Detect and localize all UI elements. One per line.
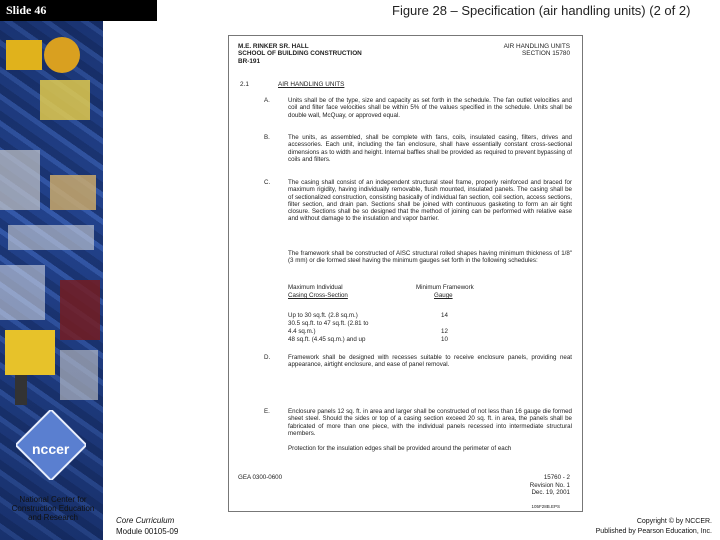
table-subheader-left: Casing Cross-Section	[288, 292, 348, 299]
decorative-sidebar	[0, 0, 103, 540]
paragraph-d: Framework shall be designed with recesses suitable to receive enclosure panels, providing neat appearance, airtight enclosure, and ease of panel removal.	[288, 354, 572, 369]
paragraph-b: The units, as assembled, shall be complete with fans, coils, insulated casing, filters, drives and accessories. Each unit, including the fan enclosure, shall have essentially constant cross-sectional dimensions as to width and height. Internal baffles shall be provided as required to prevent bypassing of coils and filters.	[288, 134, 572, 163]
paragraph-letter: C.	[264, 179, 271, 186]
table-cell-area: Up to 30 sq.ft. (2.8 sq.m.)	[288, 312, 358, 319]
table-cell-gauge: 14	[441, 312, 448, 319]
paragraph-framework: The framework shall be constructed of AISC structural rolled shapes having minimum thickness of 1/8" (3 mm) or die formed steel having the minimum gauges set forth in the following schedules:	[288, 250, 572, 265]
table-row	[288, 336, 572, 343]
specification-document	[228, 35, 583, 512]
header-line: M.E. RINKER SR. HALL	[238, 43, 309, 50]
paragraph-letter: D.	[264, 354, 271, 361]
header-line: BR-191	[238, 57, 261, 65]
table-row	[288, 328, 572, 335]
footer-line: Dec. 19, 2001	[531, 489, 570, 496]
paragraph-a: Units shall be of the type, size and capacity as set forth in the schedule. The fan outlet velocities and coil and filter face velocities shall be within 5% of the values specified in the schedule. Units shall be double wall, McQuay, or approved equal.	[288, 97, 572, 119]
paragraph-e: Enclosure panels 12 sq. ft. in area and larger shall be constructed of not less than 16 gauge die formed sheet steel. Should the sides or top of a casing section exceed 20 sq. ft. in area, the panels shall be fabricated of more than one piece, with the individual panels recessed into intermediate structural members.	[288, 408, 572, 437]
table-cell-area: 30.5 sq.ft. to 47 sq.ft. (2.81 to	[288, 320, 369, 327]
nccer-caption: National Center for Construction Education and Research	[11, 495, 95, 522]
copyright-line1: Copyright © by NCCER.	[636, 518, 712, 525]
paragraph-letter: B.	[264, 134, 270, 141]
table-row	[288, 320, 572, 327]
table-cell-gauge: 10	[441, 336, 448, 343]
copyright-notice	[596, 517, 712, 537]
section-title: AIR HANDLING UNITS	[278, 81, 345, 88]
footer-line: 15760 - 2	[543, 474, 570, 481]
figure-code: 105F28B.EPS	[531, 504, 560, 509]
header-line: SCHOOL OF BUILDING CONSTRUCTION	[238, 50, 362, 58]
table-cell-area: 4.4 sq.m.)	[288, 328, 316, 335]
course-info	[116, 515, 178, 537]
document-header-right	[504, 43, 570, 58]
tile-tan	[50, 175, 96, 210]
header-line: SECTION 15780	[522, 50, 570, 58]
section-number: 2.1	[240, 81, 249, 88]
document-footer-right	[530, 474, 570, 497]
drill-icon	[5, 330, 55, 375]
figure-title: Figure 28 – Specification (air handling units) (2 of 2)	[392, 3, 691, 18]
paragraph-protection: Protection for the insulation edges shall be provided around the perimeter of each	[288, 445, 512, 452]
paragraph-letter: E.	[264, 408, 270, 415]
tile-white	[0, 265, 45, 320]
tool-shape	[40, 80, 90, 120]
paragraph-c: The casing shall consist of an independent structural steel frame, properly reinforced and braced for maximum rigidity, having individually removable, flush mounted, insulated panels. The casing shall be of sectionalized construction, consisting basically of individual fan section, coil section, access sections, filter section, and drain pan. Sections shall be joined with continuous gasketing to form an air tight closure. Sections shall be so designed that the method of joining can be performed with relative ease and without damage to the insulation and vapor barrier.	[288, 179, 572, 223]
table-cell-gauge: 12	[441, 328, 448, 335]
header-line: AIR HANDLING UNITS	[503, 43, 570, 50]
curriculum-name: Core Curriculum	[116, 516, 175, 525]
hard-hat-shape	[6, 40, 42, 70]
module-number: Module 00105-09	[116, 527, 179, 536]
copyright-line2: Published by Pearson Education, Inc.	[595, 528, 712, 535]
table-header-left: Maximum Individual	[288, 284, 343, 291]
table-cell-area: 48 sq.ft. (4.45 sq.m.) and up	[288, 336, 366, 343]
paragraph-letter: A.	[264, 97, 270, 104]
tile-light	[8, 225, 94, 250]
document-header-left	[238, 43, 362, 65]
hard-hat-icon	[44, 37, 80, 73]
drill-handle	[15, 375, 27, 405]
slide-label-box	[0, 0, 157, 21]
nccer-logo-text: nccer	[32, 441, 70, 457]
document-footer-left: GEA 0300-0600	[238, 474, 283, 481]
footer-line: Revision No. 1	[529, 481, 570, 489]
table-subheader-right: Gauge	[434, 292, 453, 299]
table-row	[288, 312, 572, 319]
tile-silver	[60, 350, 98, 400]
slide-number: Slide 46	[6, 3, 47, 17]
table-header-right: Minimum Framework	[416, 284, 474, 291]
gauge-table-header	[288, 284, 474, 291]
tile-red	[60, 280, 100, 340]
tile-gray	[0, 150, 40, 210]
